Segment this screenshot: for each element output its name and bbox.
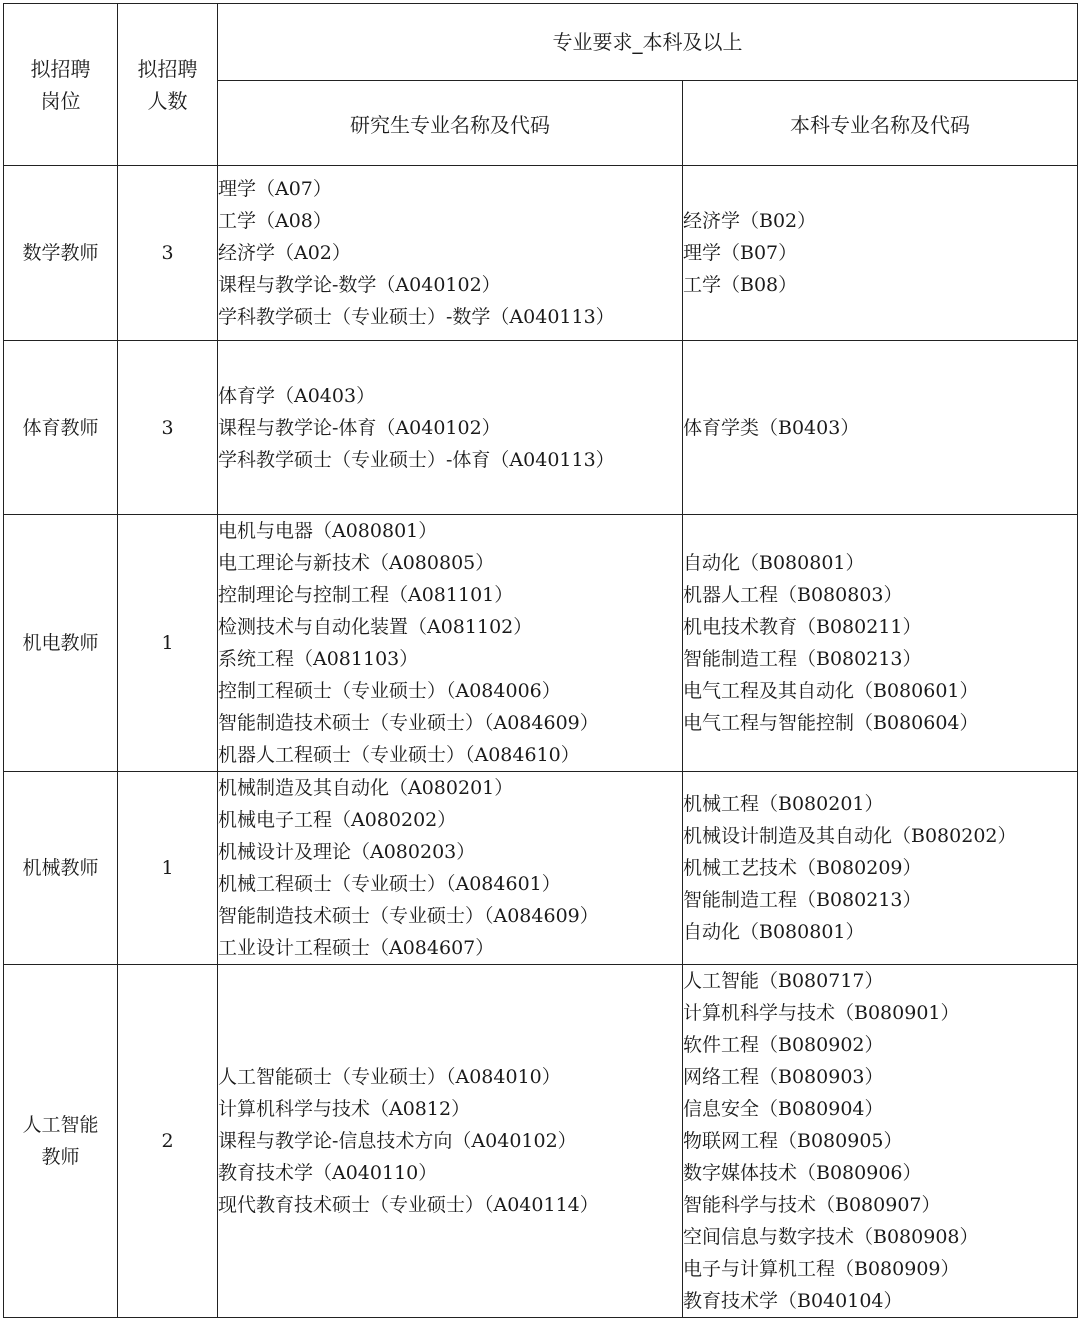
major-item: 人工智能（B080717） xyxy=(683,970,884,992)
grad-majors-cell xyxy=(218,166,683,341)
major-item: 学科教学硕士（专业硕士）-数学（A040113） xyxy=(218,306,615,328)
position-cell: 机电教师 xyxy=(4,515,118,772)
position-cell: 人工智能教师 xyxy=(4,965,118,1318)
count-cell: 3 xyxy=(118,341,218,515)
major-item: 工业设计工程硕士（A084607） xyxy=(218,937,495,959)
header-count: 拟招聘 人数 xyxy=(118,4,218,166)
grad-majors-list xyxy=(218,772,682,964)
grad-majors-list xyxy=(218,515,682,771)
major-item: 机械工程（B080201） xyxy=(683,793,884,815)
major-item: 智能制造工程（B080213） xyxy=(683,648,922,670)
count-cell: 1 xyxy=(118,772,218,965)
major-item: 电工理论与新技术（A080805） xyxy=(218,552,495,574)
table-row xyxy=(4,166,1078,341)
recruitment-table xyxy=(3,3,1078,1318)
table-row xyxy=(4,341,1078,515)
undergrad-majors-cell xyxy=(683,772,1078,965)
table-row xyxy=(4,772,1078,965)
undergrad-majors-cell xyxy=(683,965,1078,1318)
major-item: 体育学类（B0403） xyxy=(683,416,860,439)
major-item: 理学（B07） xyxy=(683,242,798,264)
major-item: 经济学（A02） xyxy=(218,242,351,264)
major-item: 现代教育技术硕士（专业硕士）（A040114） xyxy=(218,1194,599,1216)
major-item: 机械设计及理论（A080203） xyxy=(218,841,476,863)
grad-majors-list xyxy=(218,1061,682,1221)
major-item: 空间信息与数字技术（B080908） xyxy=(683,1226,979,1248)
major-item: 机器人工程硕士（专业硕士）（A084610） xyxy=(218,744,580,766)
major-item: 自动化（B080801） xyxy=(683,921,865,943)
header-requirement: 专业要求_本科及以上 xyxy=(218,4,1078,81)
grad-majors-cell xyxy=(218,772,683,965)
count-cell: 1 xyxy=(118,515,218,772)
major-item: 机械制造及其自动化（A080201） xyxy=(218,777,514,799)
undergrad-majors-cell xyxy=(683,341,1078,515)
table-row xyxy=(4,965,1078,1318)
major-item: 电子与计算机工程（B080909） xyxy=(683,1258,960,1280)
major-item: 机电技术教育（B080211） xyxy=(683,616,922,638)
major-item: 工学（B08） xyxy=(683,274,798,296)
position-cell: 体育教师 xyxy=(4,341,118,515)
major-item: 智能科学与技术（B080907） xyxy=(683,1194,941,1216)
major-item: 机械工艺技术（B080209） xyxy=(683,857,922,879)
major-item: 学科教学硕士（专业硕士）-体育（A040113） xyxy=(218,448,615,471)
major-item: 经济学（B02） xyxy=(683,210,817,232)
undergrad-majors-list xyxy=(683,205,1077,301)
count-cell: 2 xyxy=(118,965,218,1318)
undergrad-majors-cell xyxy=(683,166,1078,341)
count-cell: 3 xyxy=(118,166,218,341)
major-item: 机械设计制造及其自动化（B080202） xyxy=(683,825,1017,847)
major-item: 理学（A07） xyxy=(218,178,332,200)
major-item: 工学（A08） xyxy=(218,210,332,232)
major-item: 系统工程（A081103） xyxy=(218,648,419,670)
grad-majors-list xyxy=(218,173,682,333)
major-item: 检测技术与自动化装置（A081102） xyxy=(218,616,533,638)
major-item: 控制理论与控制工程（A081101） xyxy=(218,584,514,606)
grad-majors-cell xyxy=(218,515,683,772)
major-item: 人工智能硕士（专业硕士）（A084010） xyxy=(218,1066,561,1088)
major-item: 智能制造技术硕士（专业硕士）（A084609） xyxy=(218,905,599,927)
grad-majors-cell xyxy=(218,965,683,1318)
major-item: 机械电子工程（A080202） xyxy=(218,809,457,831)
table-wrapper xyxy=(3,3,1078,1318)
position-cell: 数学教师 xyxy=(4,166,118,341)
major-item: 课程与教学论-数学（A040102） xyxy=(218,274,501,296)
undergrad-majors-list xyxy=(683,788,1077,948)
major-item: 软件工程（B080902） xyxy=(683,1034,884,1056)
major-item: 智能制造工程（B080213） xyxy=(683,889,922,911)
undergrad-majors-list xyxy=(683,412,1077,444)
header-grad: 研究生专业名称及代码 xyxy=(218,81,683,166)
header-undergrad: 本科专业名称及代码 xyxy=(683,81,1078,166)
grad-majors-list xyxy=(218,380,682,476)
position-cell: 机械教师 xyxy=(4,772,118,965)
major-item: 计算机科学与技术（B080901） xyxy=(683,1002,960,1024)
major-item: 电气工程与智能控制（B080604） xyxy=(683,712,979,734)
major-item: 体育学（A0403） xyxy=(218,384,376,407)
major-item: 课程与教学论-体育（A040102） xyxy=(218,416,501,439)
major-item: 教育技术学（A040110） xyxy=(218,1162,438,1184)
header-position: 拟招聘 岗位 xyxy=(4,4,118,166)
grad-majors-cell xyxy=(218,341,683,515)
major-item: 智能制造技术硕士（专业硕士）（A084609） xyxy=(218,712,599,734)
major-item: 电气工程及其自动化（B080601） xyxy=(683,680,979,702)
major-item: 数字媒体技术（B080906） xyxy=(683,1162,922,1184)
major-item: 控制工程硕士（专业硕士）（A084006） xyxy=(218,680,561,702)
undergrad-majors-list xyxy=(683,547,1077,739)
major-item: 网络工程（B080903） xyxy=(683,1066,884,1088)
table-row xyxy=(4,515,1078,772)
major-item: 信息安全（B080904） xyxy=(683,1098,884,1120)
major-item: 课程与教学论-信息技术方向（A040102） xyxy=(218,1130,577,1152)
major-item: 计算机科学与技术（A0812） xyxy=(218,1098,471,1120)
major-item: 机器人工程（B080803） xyxy=(683,584,903,606)
undergrad-majors-list xyxy=(683,965,1077,1317)
major-item: 教育技术学（B040104） xyxy=(683,1290,903,1312)
major-item: 电机与电器（A080801） xyxy=(218,520,438,542)
major-item: 自动化（B080801） xyxy=(683,552,865,574)
major-item: 机械工程硕士（专业硕士）（A084601） xyxy=(218,873,561,895)
undergrad-majors-cell xyxy=(683,515,1078,772)
major-item: 物联网工程（B080905） xyxy=(683,1130,903,1152)
